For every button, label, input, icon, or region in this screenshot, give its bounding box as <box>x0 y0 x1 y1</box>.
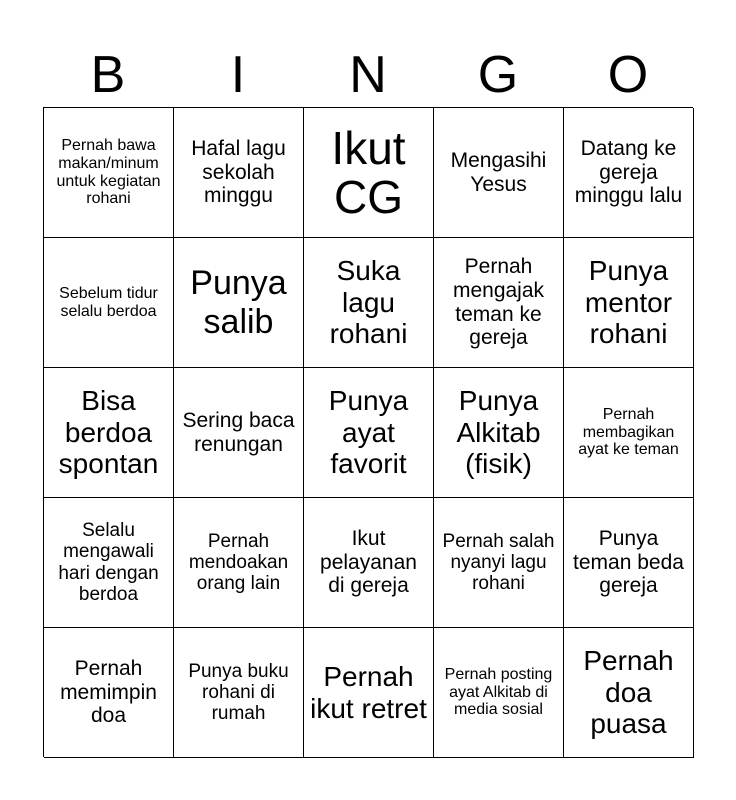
bingo-cell[interactable]: Pernah ikut retret <box>304 628 434 758</box>
bingo-cell[interactable]: Pernah memimpin doa <box>44 628 174 758</box>
bingo-header <box>43 46 693 104</box>
header-letter-g: G <box>477 46 519 104</box>
bingo-cell[interactable]: Datang ke gereja minggu lalu <box>564 108 694 238</box>
header-letter-i: I <box>230 46 246 104</box>
bingo-cell[interactable]: Punya mentor rohani <box>564 238 694 368</box>
bingo-cell[interactable]: Bisa berdoa spontan <box>44 368 174 498</box>
bingo-cell[interactable]: Hafal lagu sekolah minggu <box>174 108 304 238</box>
header-letter-o: O <box>607 46 649 104</box>
bingo-cell[interactable]: Pernah posting ayat Alkitab di media sosial <box>434 628 564 758</box>
bingo-cell[interactable]: Selalu mengawali hari dengan berdoa <box>44 498 174 628</box>
bingo-cell[interactable]: Sering baca renungan <box>174 368 304 498</box>
bingo-cell[interactable]: Mengasihi Yesus <box>434 108 564 238</box>
bingo-cell[interactable]: Suka lagu rohani <box>304 238 434 368</box>
bingo-cell[interactable]: Punya Alkitab (fisik) <box>434 368 564 498</box>
header-letter-b: B <box>90 46 126 104</box>
bingo-cell[interactable]: Pernah mengajak teman ke gereja <box>434 238 564 368</box>
bingo-cell[interactable]: Pernah mendoakan orang lain <box>174 498 304 628</box>
bingo-cell[interactable]: Pernah doa puasa <box>564 628 694 758</box>
bingo-board <box>43 107 693 757</box>
bingo-cell[interactable]: Sebelum tidur selalu berdoa <box>44 238 174 368</box>
bingo-cell[interactable]: Pernah membagikan ayat ke teman <box>564 368 694 498</box>
bingo-cell[interactable]: Pernah salah nyanyi lagu rohani <box>434 498 564 628</box>
header-letter-n: N <box>349 46 387 104</box>
bingo-cell[interactable]: Punya ayat favorit <box>304 368 434 498</box>
bingo-cell[interactable]: Pernah bawa makan/minum untuk kegiatan rohani <box>44 108 174 238</box>
bingo-cell[interactable]: Ikut CG <box>304 108 434 238</box>
bingo-cell[interactable]: Punya salib <box>174 238 304 368</box>
bingo-cell[interactable]: Ikut pelayanan di gereja <box>304 498 434 628</box>
bingo-cell[interactable]: Punya teman beda gereja <box>564 498 694 628</box>
bingo-cell[interactable]: Punya buku rohani di rumah <box>174 628 304 758</box>
